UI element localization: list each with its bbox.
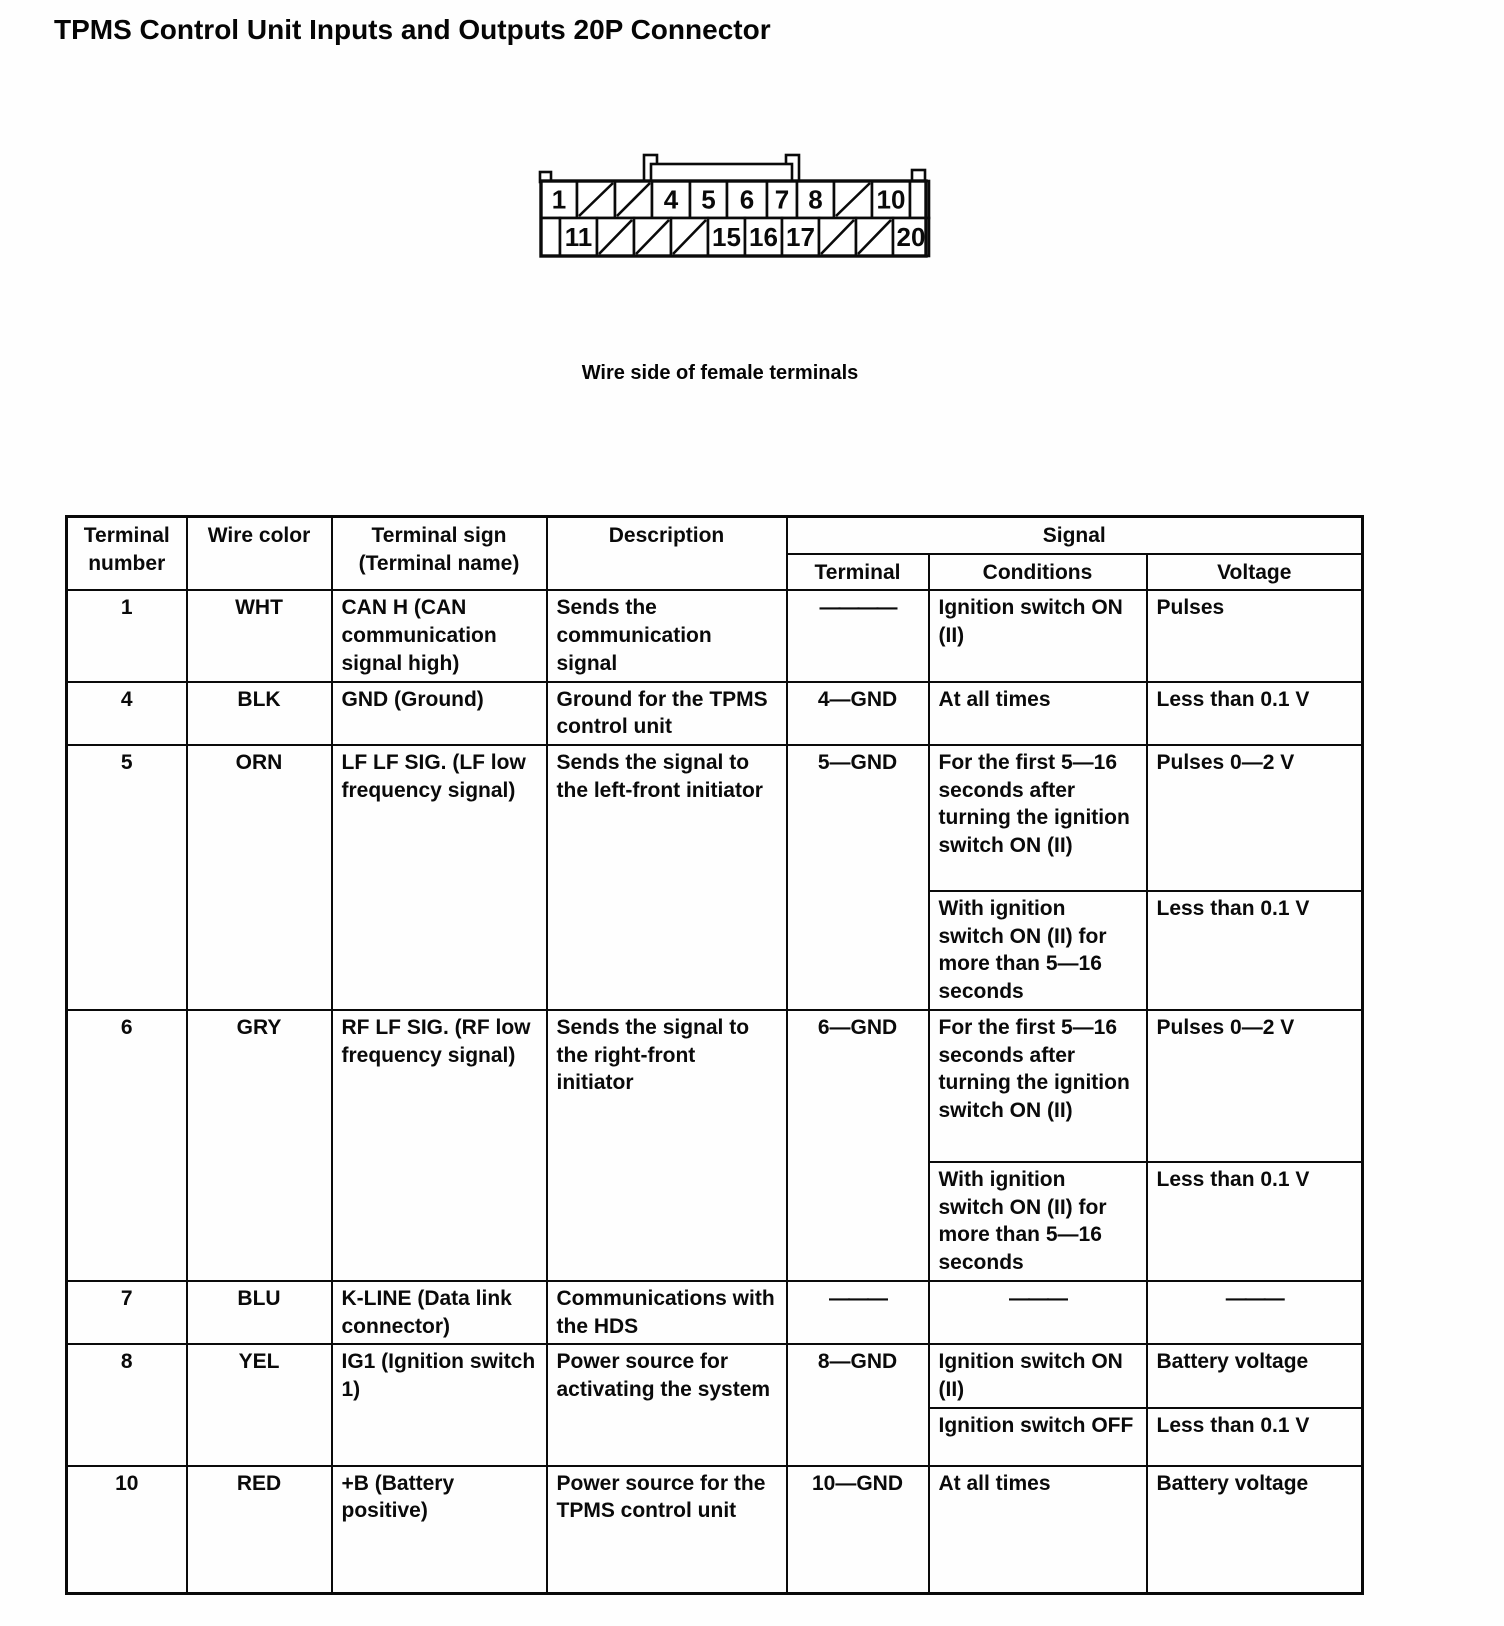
terminal-number-cell: 7 [67,1281,187,1344]
page-title: TPMS Control Unit Inputs and Outputs 20P Connector [54,14,771,45]
description-cell: Power source for activating the system [547,1344,787,1465]
terminal-number-cell: 5 [67,745,187,1010]
connector-diagram [538,140,934,264]
col-header-description: Description [547,517,787,591]
signal-voltage-cell: Pulses 0—2 V [1147,745,1363,891]
signal-terminal-cell: 6—GND [787,1010,929,1281]
description-cell: Ground for the TPMS control unit [547,682,787,745]
table-row [67,1344,1363,1407]
signal-voltage-cell: Less than 0.1 V [1147,1162,1363,1281]
svg-text:7: 7 [774,184,790,215]
terminal-sign-cell: LF LF SIG. (LF low frequency signal) [332,745,547,1010]
signal-voltage-cell: Battery voltage [1147,1344,1363,1407]
signal-terminal-cell: 10—GND [787,1466,929,1594]
col-header-terminal-number: Terminal number [67,517,187,591]
terminal-sign-cell: K-LINE (Data link connector) [332,1281,547,1344]
signal-conditions-cell: Ignition switch ON (II) [929,1344,1147,1407]
description-cell: Sends the signal to the left-front initiator [547,745,787,1010]
table-row [67,1466,1363,1594]
table-row [67,590,1363,681]
wire-color-cell: YEL [187,1344,332,1465]
terminal-sign-cell: +B (Battery positive) [332,1466,547,1594]
svg-text:16: 16 [749,222,778,252]
signal-conditions-cell: For the first 5—16 seconds after turning the ignition switch ON (II) [929,1010,1147,1162]
description-cell: Sends the communication signal [547,590,787,681]
svg-text:10: 10 [876,184,906,215]
io-table [65,515,1364,1595]
col-header-signal-conditions: Conditions [929,554,1147,591]
connector-svg [538,140,934,264]
signal-voltage-cell: Battery voltage [1147,1466,1363,1594]
wire-color-cell: GRY [187,1010,332,1281]
terminal-number-cell: 10 [67,1466,187,1594]
svg-text:20: 20 [896,222,926,252]
table-row [67,1281,1363,1344]
terminal-sign-cell: CAN H (CAN communication signal high) [332,590,547,681]
terminal-number-cell: 8 [67,1344,187,1465]
svg-text:5: 5 [701,184,716,215]
svg-text:11: 11 [564,222,593,252]
signal-voltage-cell: Less than 0.1 V [1147,1408,1363,1466]
signal-voltage-cell: Less than 0.1 V [1147,682,1363,745]
col-header-signal: Signal [787,517,1363,554]
wire-color-cell: BLU [187,1281,332,1344]
table-row [67,745,1363,891]
svg-text:17: 17 [786,222,815,252]
signal-voltage-cell: Less than 0.1 V [1147,891,1363,1010]
table-row [67,1010,1363,1162]
signal-terminal-cell: ———— [787,590,929,681]
description-cell: Power source for the TPMS control unit [547,1466,787,1594]
terminal-sign-cell: RF LF SIG. (RF low frequency signal) [332,1010,547,1281]
signal-conditions-cell: ——— [929,1281,1147,1344]
description-cell: Communications with the HDS [547,1281,787,1344]
wire-color-cell: WHT [187,590,332,681]
table-row [67,682,1363,745]
col-header-signal-voltage: Voltage [1147,554,1363,591]
col-header-terminal-sign: Terminal sign (Terminal name) [332,517,547,591]
svg-text:8: 8 [808,184,823,215]
wire-color-cell: ORN [187,745,332,1010]
terminal-number-cell: 1 [67,590,187,681]
signal-voltage-cell: Pulses [1147,590,1363,681]
signal-terminal-cell: 5—GND [787,745,929,1010]
col-header-signal-terminal: Terminal [787,554,929,591]
signal-terminal-cell: 8—GND [787,1344,929,1465]
signal-conditions-cell: For the first 5—16 seconds after turning the ignition switch ON (II) [929,745,1147,891]
connector-caption: Wire side of female terminals [581,362,859,384]
col-header-wire-color: Wire color [187,517,332,591]
terminal-sign-cell: IG1 (Ignition switch 1) [332,1344,547,1465]
description-cell: Sends the signal to the right-front initiator [547,1010,787,1281]
signal-conditions-cell: At all times [929,1466,1147,1594]
signal-conditions-cell: At all times [929,682,1147,745]
signal-conditions-cell: With ignition switch ON (II) for more than 5—16 seconds [929,1162,1147,1281]
svg-text:1: 1 [551,184,567,215]
wire-color-cell: RED [187,1466,332,1594]
terminal-number-cell: 6 [67,1010,187,1281]
svg-text:4: 4 [663,184,679,215]
signal-terminal-cell: ——— [787,1281,929,1344]
signal-conditions-cell: Ignition switch ON (II) [929,590,1147,681]
svg-text:15: 15 [712,222,741,252]
svg-text:6: 6 [739,184,755,215]
wire-color-cell: BLK [187,682,332,745]
signal-terminal-cell: 4—GND [787,682,929,745]
terminal-number-cell: 4 [67,682,187,745]
terminal-sign-cell: GND (Ground) [332,682,547,745]
signal-voltage-cell: ——— [1147,1281,1363,1344]
signal-voltage-cell: Pulses 0—2 V [1147,1010,1363,1162]
signal-conditions-cell: Ignition switch OFF [929,1408,1147,1466]
signal-conditions-cell: With ignition switch ON (II) for more than 5—16 seconds [929,891,1147,1010]
